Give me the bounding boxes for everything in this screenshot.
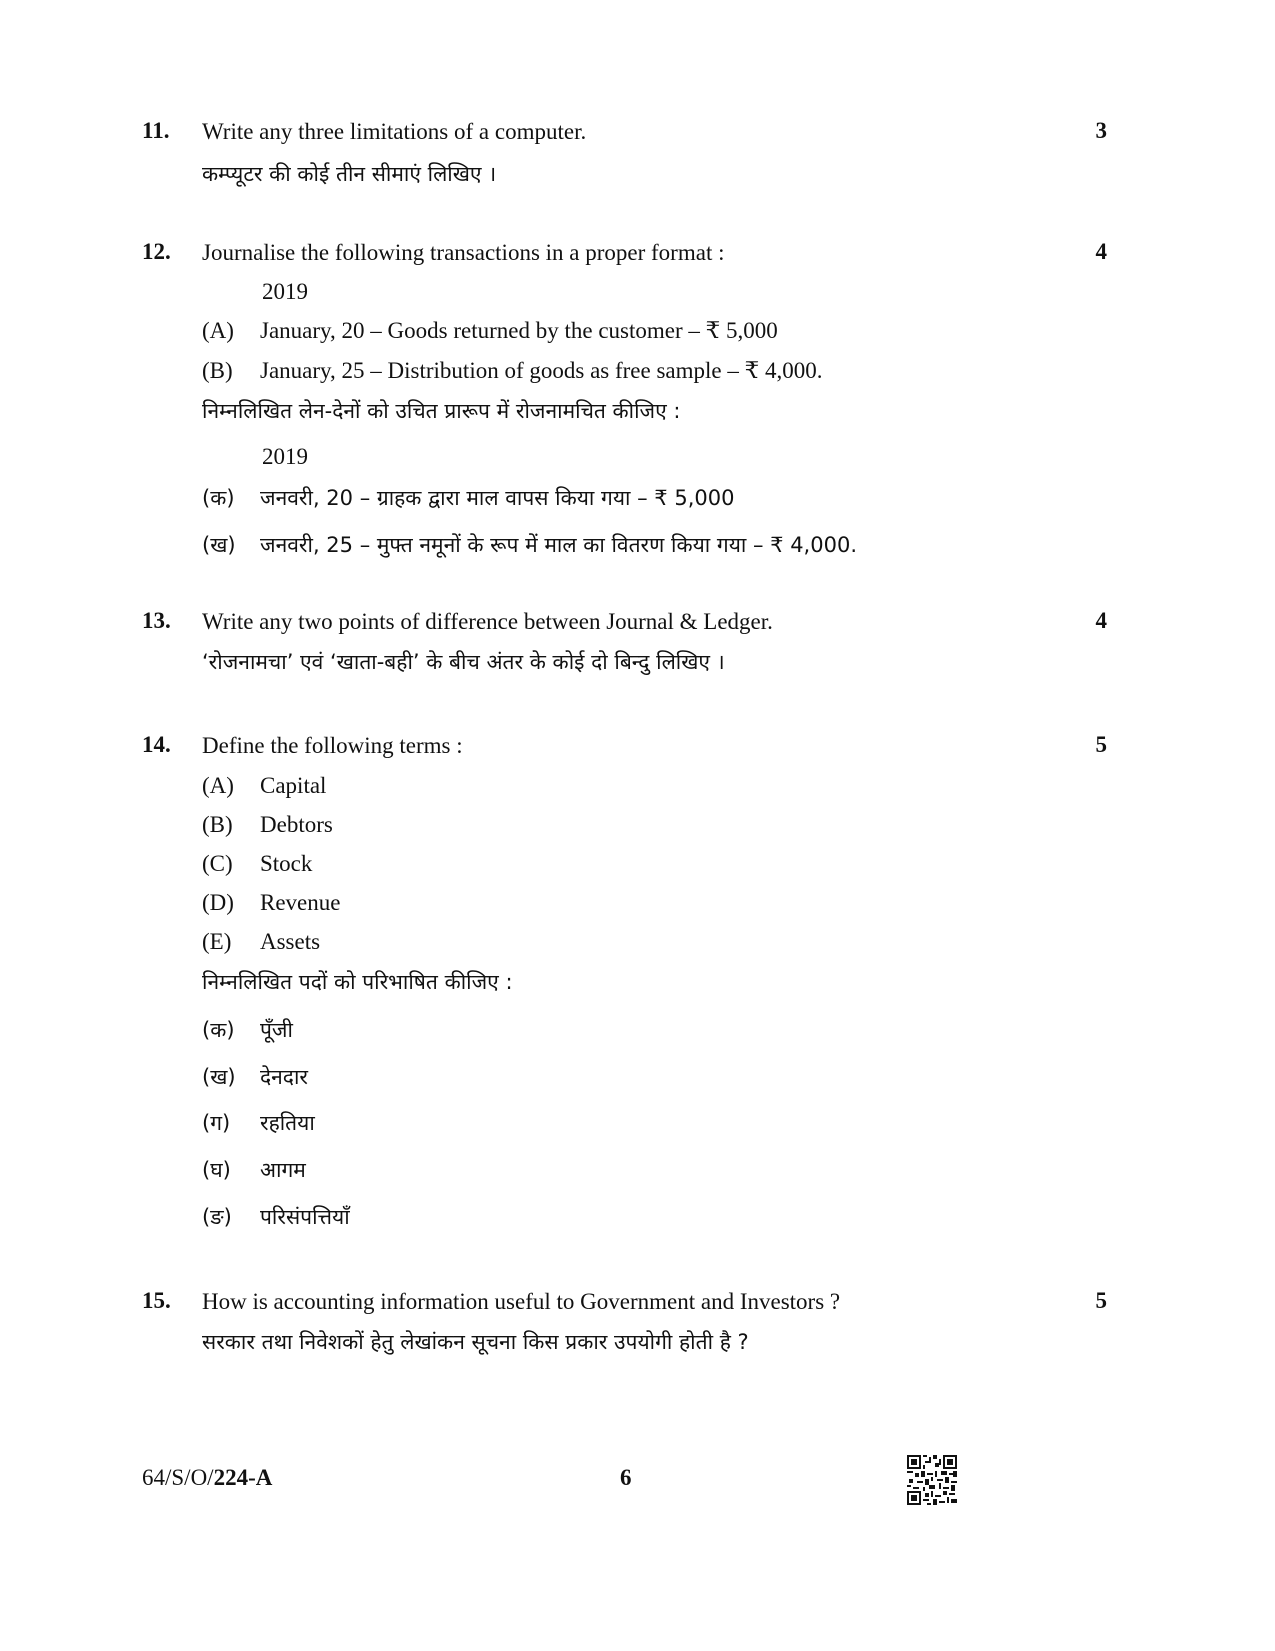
question-marks: 5	[1095, 1288, 1107, 1313]
item-text: Stock	[260, 851, 313, 876]
paper-code-suffix: 224-A	[213, 1465, 273, 1490]
item-label: (C)	[202, 851, 233, 876]
list-item	[202, 1016, 293, 1044]
question-text-en: Write any three limitations of a computer.	[202, 119, 587, 144]
list-item	[202, 1109, 315, 1137]
question-number: 15.	[142, 1288, 171, 1313]
list-item	[202, 889, 340, 917]
item-text: Revenue	[260, 890, 341, 915]
item-text: Debtors	[260, 812, 333, 837]
item-text: जनवरी, 20 – ग्राहक द्वारा माल वापस किया गया – ₹ 5,000	[260, 486, 735, 510]
item-label: (A)	[202, 773, 234, 798]
question-marks: 3	[1095, 118, 1107, 143]
item-text: जनवरी, 25 – मुफ्त नमूनों के रूप में माल का वितरण किया गया – ₹ 4,000.	[260, 533, 857, 557]
year-hi: 2019	[262, 444, 308, 469]
item-label: (B)	[202, 812, 233, 837]
question-text-hi: निम्नलिखित लेन-देनों को उचित प्रारूप में रोजनामचित कीजिए :	[202, 399, 681, 423]
question-text-en: Journalise the following transactions in a proper format :	[202, 240, 725, 265]
question-text-hi: सरकार तथा निवेशकों हेतु लेखांकन सूचना किस प्रकार उपयोगी होती है ?	[202, 1330, 749, 1354]
page-number: 6	[620, 1465, 632, 1490]
item-label: (क)	[202, 1018, 235, 1042]
list-item	[202, 772, 326, 800]
item-text: रहतिया	[260, 1111, 315, 1135]
list-item	[202, 484, 734, 512]
item-text: देनदार	[260, 1065, 308, 1089]
question-text-hi: ‘रोजनामचा’ एवं ‘खाता-बही’ के बीच अंतर के कोई दो बिन्दु लिखिए ।	[202, 650, 725, 674]
item-text: January, 20 – Goods returned by the customer – ₹ 5,000	[260, 318, 778, 343]
paper-code-prefix: 64/S/O/	[142, 1465, 214, 1490]
item-text: आगम	[260, 1158, 306, 1182]
item-text: Capital	[260, 773, 327, 798]
question-text-hi: कम्प्यूटर की कोई तीन सीमाएं लिखिए ।	[202, 162, 497, 186]
list-item	[202, 1203, 350, 1231]
item-label: (A)	[202, 318, 234, 343]
qr-code-icon	[907, 1455, 957, 1505]
question-number: 11.	[142, 118, 170, 143]
list-item	[202, 811, 333, 839]
question-number: 12.	[142, 239, 171, 264]
question-marks: 4	[1095, 608, 1107, 633]
paper-code	[142, 1465, 272, 1491]
list-item	[202, 357, 823, 385]
list-item	[202, 928, 320, 956]
question-number: 14.	[142, 732, 171, 757]
item-text: January, 25 – Distribution of goods as free sample – ₹ 4,000.	[260, 358, 823, 383]
question-text-hi: निम्नलिखित पदों को परिभाषित कीजिए :	[202, 970, 513, 994]
item-label: (B)	[202, 358, 233, 383]
item-label: (ङ)	[202, 1205, 232, 1229]
question-marks: 5	[1095, 732, 1107, 757]
item-label: (घ)	[202, 1158, 231, 1182]
item-label: (क)	[202, 486, 235, 510]
item-text: परिसंपत्तियाँ	[260, 1205, 350, 1229]
question-text-en: Define the following terms :	[202, 733, 463, 758]
item-label: (ख)	[202, 533, 236, 557]
question-text-en: Write any two points of difference between Journal & Ledger.	[202, 609, 773, 634]
question-number: 13.	[142, 608, 171, 633]
list-item	[202, 317, 778, 345]
question-marks: 4	[1095, 239, 1107, 264]
question-text-en: How is accounting information useful to Government and Investors ?	[202, 1289, 841, 1314]
item-label: (ग)	[202, 1111, 231, 1135]
list-item	[202, 1156, 306, 1184]
list-item	[202, 531, 857, 559]
list-item	[202, 850, 312, 878]
item-text: Assets	[260, 929, 321, 954]
item-label: (E)	[202, 929, 232, 954]
item-label: (D)	[202, 890, 234, 915]
list-item	[202, 1063, 308, 1091]
year-en: 2019	[262, 279, 308, 304]
item-label: (ख)	[202, 1065, 236, 1089]
item-text: पूँजी	[260, 1018, 293, 1042]
